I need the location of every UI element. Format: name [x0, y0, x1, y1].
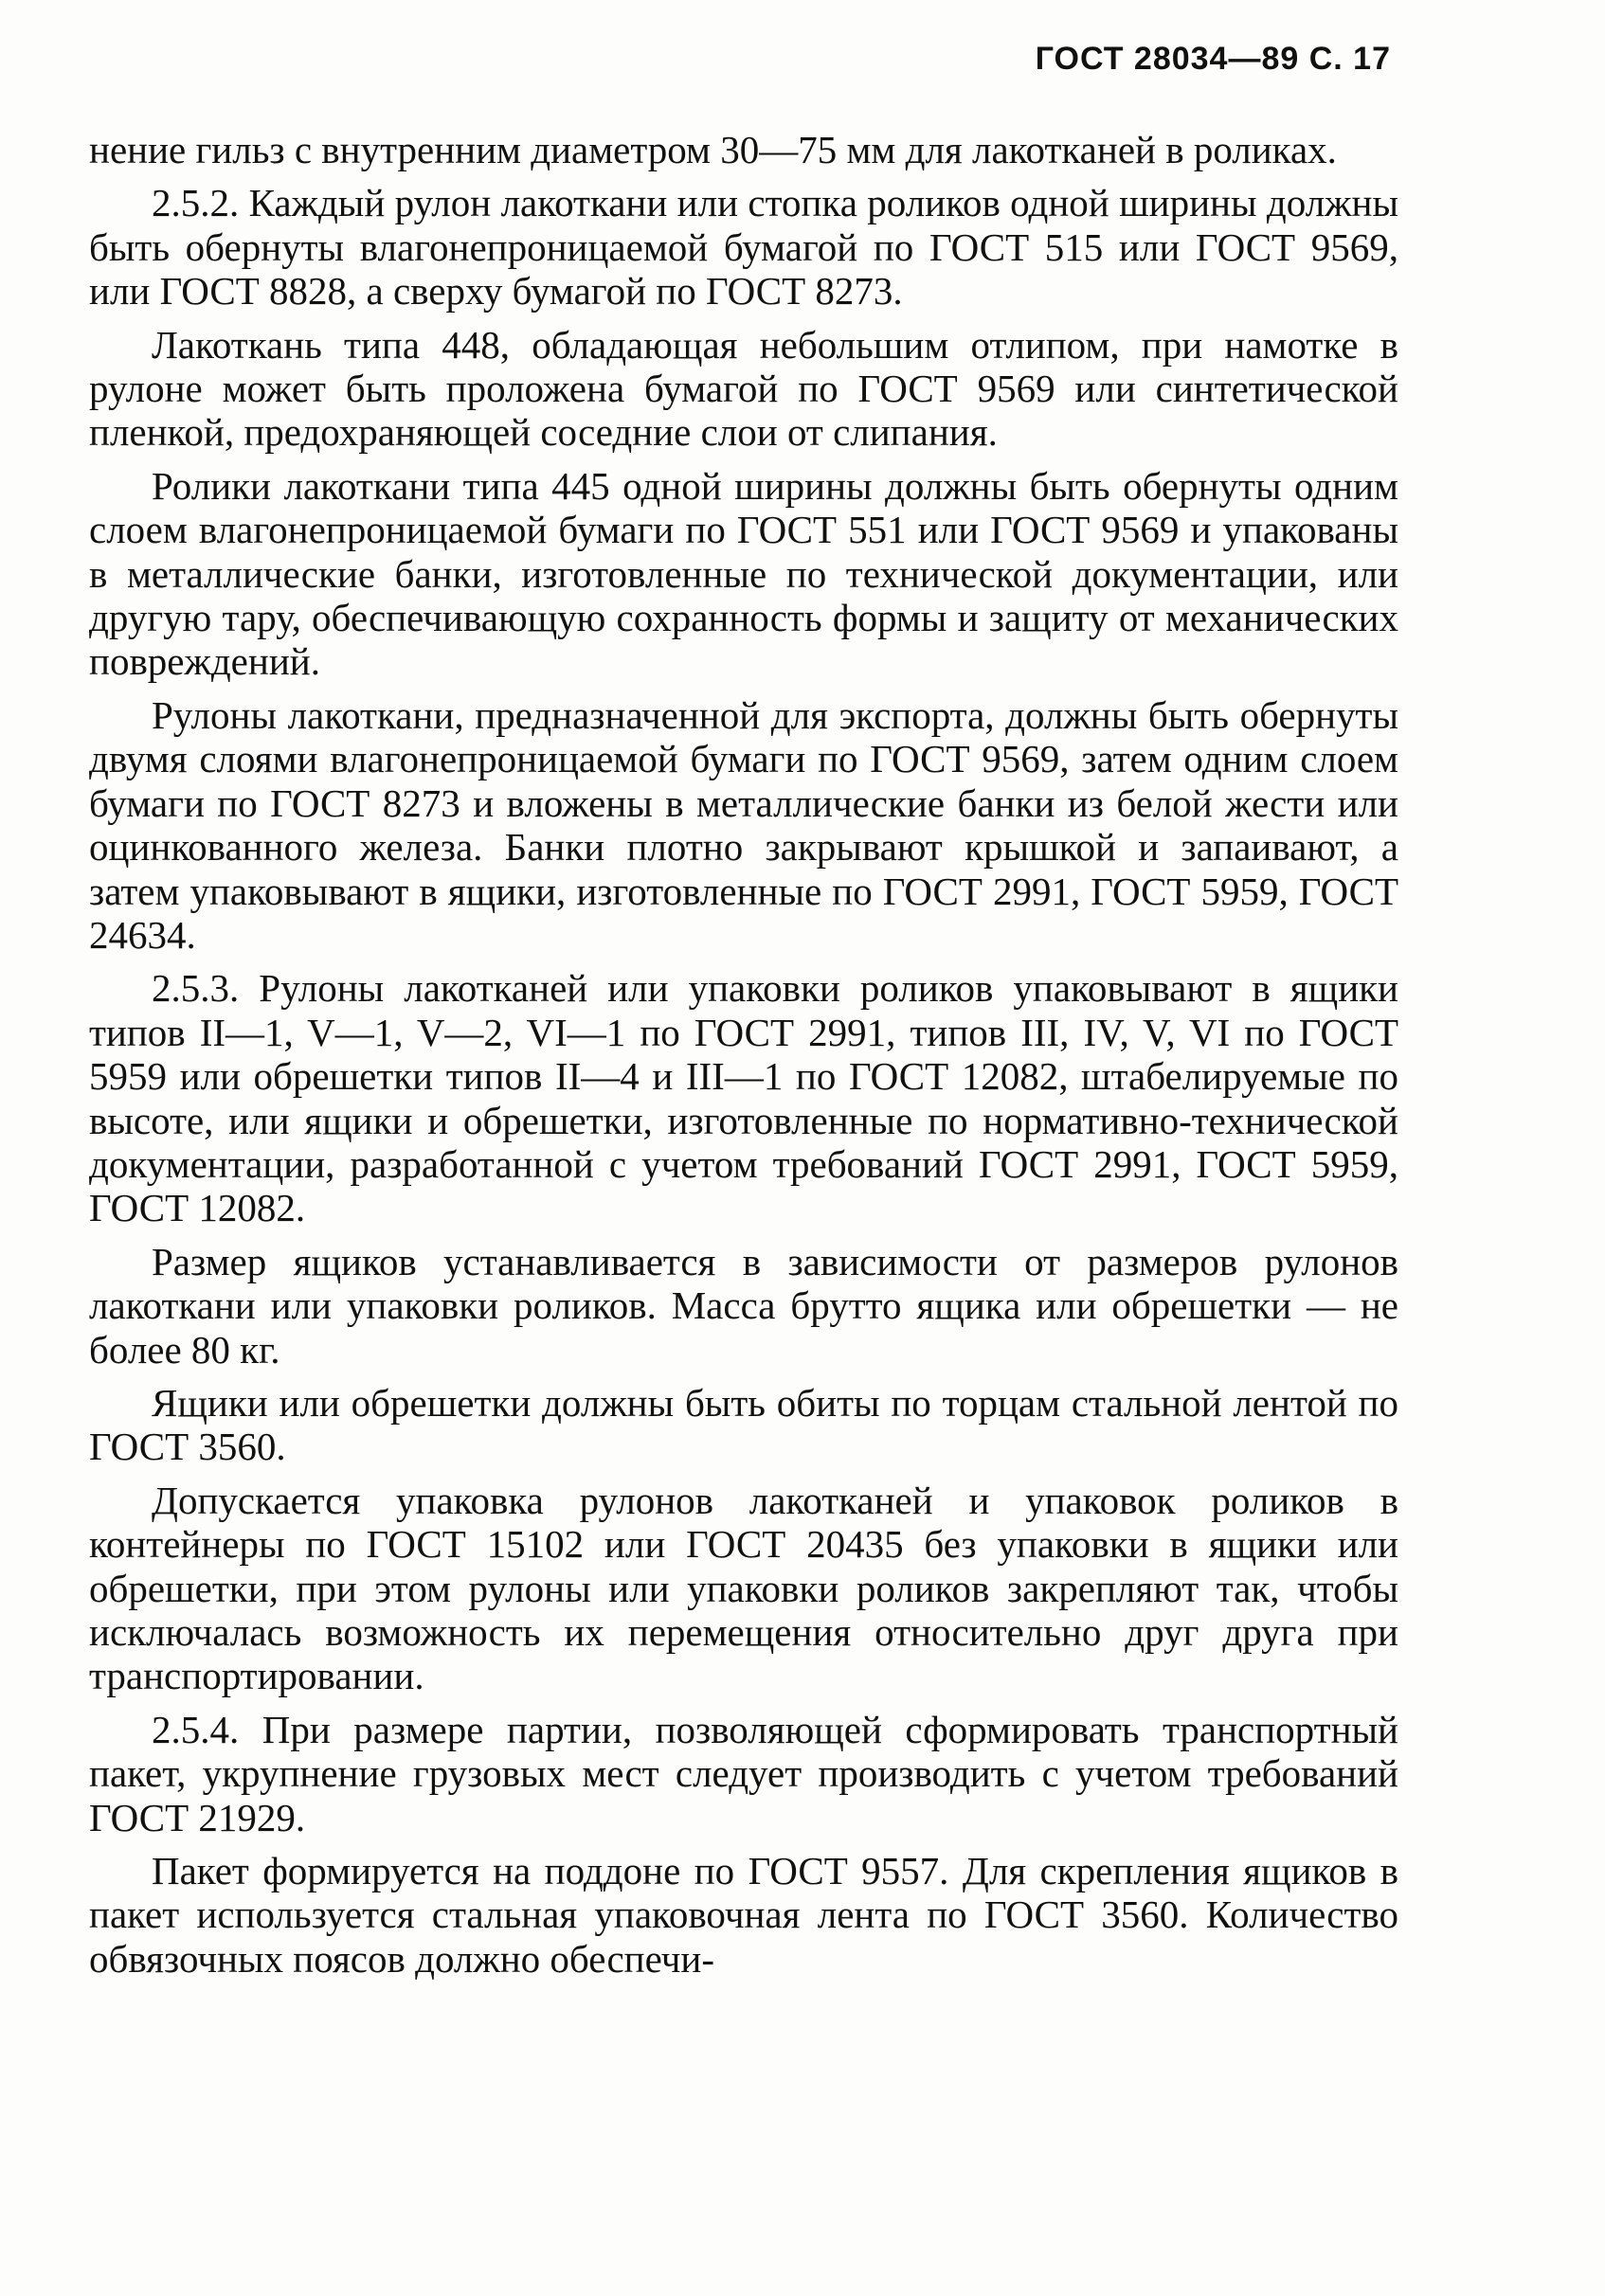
paragraph-pallet: Пакет формируется на поддоне по ГОСТ 9557. Для скрепления ящиков в пакет используется стальная упаковочная лента по ГОСТ 3560. Количество обвязочных поясов должно обеспечи- [89, 1849, 1398, 1981]
paragraph-steel-tape: Ящики или обрешетки должны быть обиты по торцам стальной лентой по ГОСТ 3560. [89, 1380, 1398, 1469]
paragraph-type-445: Ролики лакоткани типа 445 одной ширины должны быть обернуты одним слоем влагонепроницаемой бумаги по ГОСТ 551 или ГОСТ 9569 и упакованы в металлические банки, изготовленные по технической документации, или другую тару, обеспечивающую сохранность формы и защиту от механических повреждений. [89, 463, 1398, 684]
paragraph-2-5-3: 2.5.3. Рулоны лакотканей или упаковки роликов упаковывают в ящики типов II—1, V—1, V—2, VI—1 по ГОСТ 2991, типов III, IV, V, VI по ГОСТ 5959 или обрешетки типов II—4 и III—1 по ГОСТ 12082, штабелируемые по высоте, или ящики и обрешетки, изготовленные по нормативно-технической документации, разработанной с учетом требований ГОСТ 2991, ГОСТ 5959, ГОСТ 12082. [89, 966, 1398, 1230]
paragraph-containers: Допускается упаковка рулонов лакотканей и упаковок роликов в контейнеры по ГОСТ 15102 или ГОСТ 20435 без упаковки в ящики или обрешетки, при этом рулоны или упаковки роликов закрепляют так, чтобы исключалась возможность их перемещения относительно друг друга при транспортировании. [89, 1478, 1398, 1698]
body-text [89, 128, 1398, 1981]
paragraph-export: Рулоны лакоткани, предназначенной для экспорта, должны быть обернуты двумя слоями влагонепроницаемой бумаги по ГОСТ 9569, затем одним слоем бумаги по ГОСТ 8273 и вложены в металлические банки из белой жести или оцинкованного железа. Банки плотно закрывают крышкой и запаивают, а затем упаковывают в ящики, изготовленные по ГОСТ 2991, ГОСТ 5959, ГОСТ 24634. [89, 692, 1398, 957]
paragraph-box-size: Размер ящиков устанавливается в зависимости от размеров рулонов лакоткани или упаковки роликов. Масса брутто ящика или обрешетки — не более 80 кг. [89, 1239, 1398, 1372]
paragraph-type-448: Лакоткань типа 448, обладающая небольшим отлипом, при намотке в рулоне может быть проложена бумагой по ГОСТ 9569 или синтетической пленкой, предохраняющей соседние слои от слипания. [89, 322, 1398, 455]
paragraph-continuation: нение гильз с внутренним диаметром 30—75 мм для лакотканей в роликах. [89, 128, 1337, 171]
running-header: ГОСТ 28034—89 С. 17 [1035, 41, 1391, 77]
paragraph-2-5-4: 2.5.4. При размере партии, позволяющей сформировать транспортный пакет, укрупнение грузовых мест следует производить с учетом требований ГОСТ 21929. [89, 1707, 1398, 1839]
paragraph-2-5-2: 2.5.2. Каждый рулон лакоткани или стопка роликов одной ширины должны быть обернуты влагонепроницаемой бумагой по ГОСТ 515 или ГОСТ 9569, или ГОСТ 8828, а сверху бумагой по ГОСТ 8273. [89, 181, 1398, 314]
